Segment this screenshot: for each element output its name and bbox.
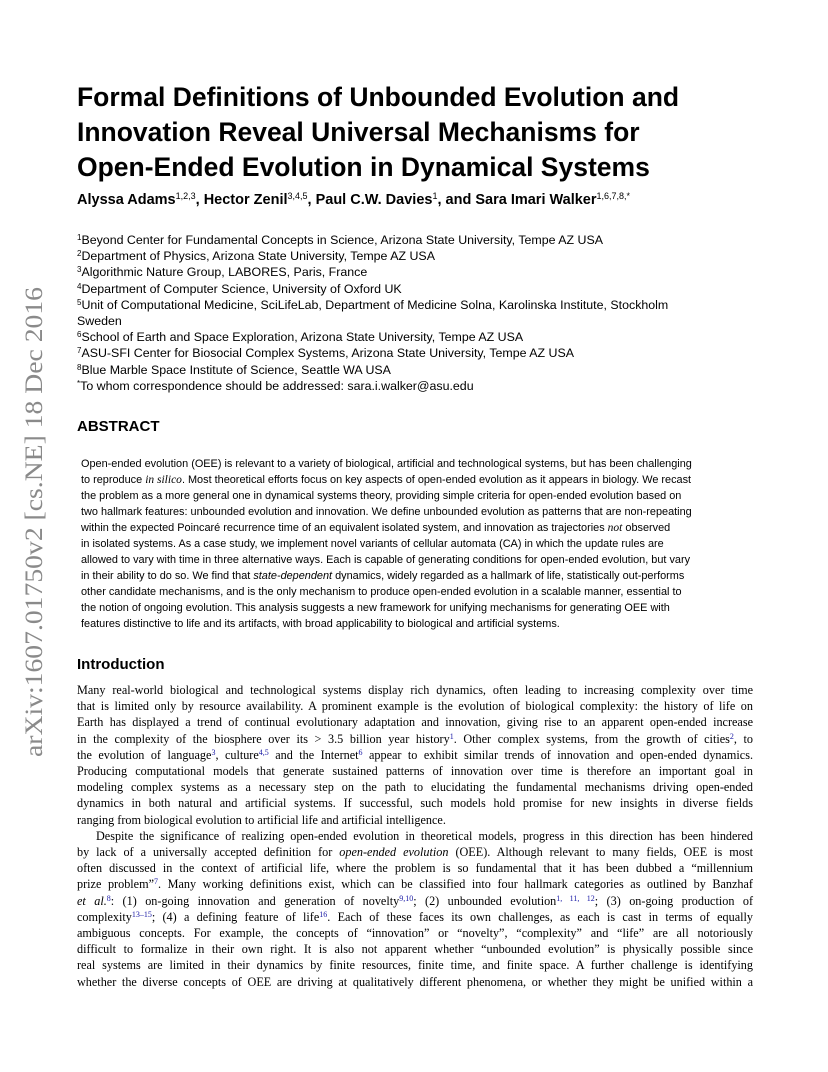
paper-title bbox=[77, 80, 757, 185]
affiliation-mark: 1 bbox=[77, 233, 82, 242]
author-affiliation-marks: 1 bbox=[432, 191, 438, 201]
intro-line: Despite the significance of realizing open-ended evolution in theoretical models, progress in this direction has been hindered bbox=[96, 828, 753, 843]
author-affiliation-marks: 1,2,3 bbox=[175, 191, 196, 201]
citation-ref: 1 bbox=[449, 731, 454, 741]
intro-line: Many real-world biological and technological systems display rich dynamics, often leading to increasing complexity over time bbox=[77, 683, 753, 697]
affiliation-item: $^3$Algorithmic Nature Group, LABORES, Paris, France bbox=[77, 265, 368, 280]
author-affiliation-marks: 1,6,7,8,* bbox=[596, 191, 631, 201]
affiliation-mark: 7 bbox=[77, 346, 82, 356]
title-line: Formal Definitions of Unbounded Evolution and bbox=[77, 82, 680, 112]
abstract-line: in their ability to do so. We find that state-dependent dynamics, widely regarded as a hallmark of life, statistically out-performs bbox=[81, 570, 685, 582]
affiliation-item: $^5$Unit of Computational Medicine, SciLifeLab, Department of Medicine Solna, Karolinska Institute, Stockholm bbox=[77, 297, 669, 312]
affiliation-item: $^6$School of Earth and Space Exploration, Arizona State University, Tempe AZ USA bbox=[77, 330, 524, 345]
abstract-heading: ABSTRACT bbox=[77, 418, 160, 435]
intro-line: that is limited only by resource availability. A prominent example is the evolution of biological complexity: the history of life on bbox=[77, 699, 753, 714]
citation-ref: 3 bbox=[211, 747, 216, 757]
intro-line: real systems are limited in their dynamics by finite resources, finite time, and finite space. A further challenge is identifying bbox=[77, 958, 753, 973]
citation-ref: 8 bbox=[106, 893, 111, 903]
citation-ref: 1, 11, 12 bbox=[556, 893, 595, 903]
arxiv-stamp bbox=[14, 285, 48, 760]
introduction-heading: Introduction bbox=[77, 656, 165, 673]
abstract-line: the notion of ongoing evolution. This analysis suggests a new framework for unifying mechanisms for generating OEE with bbox=[81, 602, 670, 614]
affiliation-mark: 6 bbox=[77, 330, 82, 340]
intro-line: ambiguous concepts. For example, the concepts of “innovation” or “novelty”, “complexity” and “life” are all notoriously bbox=[77, 926, 753, 941]
affiliation-item: $^1$Beyond Center for Fundamental Concepts in Science, Arizona State University, Tempe AZ USA bbox=[77, 233, 604, 247]
abstract-line: within the expected Poincaré recurrence time of an equivalent isolated system, and innovation as trajectories not observed bbox=[81, 522, 671, 534]
intro-line: Earth has displayed a trend of continual evolutionary adaptation and innovation, giving rise to an apparent open-ended increase bbox=[77, 715, 753, 730]
abstract-line: allowed to vary with time in three alternative ways. Each is capable of generating conditions for open-ended evolution, but vary bbox=[81, 554, 691, 566]
affiliation-item: *To whom correspondence should be addressed: sara.i.walker@asu.edu bbox=[77, 378, 474, 393]
citation-ref: 13–15 bbox=[131, 909, 152, 919]
citation-ref: 16 bbox=[319, 909, 328, 919]
citation-ref: 2 bbox=[729, 731, 734, 741]
author-name: Alyssa Adams bbox=[77, 192, 176, 208]
affiliation-mark: * bbox=[77, 378, 81, 388]
arxiv-id: arXiv:1607.01750v2 [cs.NE] 18 Dec 2016 bbox=[21, 335, 48, 757]
introduction-text bbox=[77, 682, 753, 990]
abstract-line: the problem as a more general one in dynamical systems theory, providing simple criteria for open-ended evolution based on bbox=[81, 490, 682, 502]
author-affiliation-marks: 3,4,5 bbox=[287, 191, 308, 201]
intro-line: complexity$^{13-15}$; (4) a defining feature of life$^{16}$. Each of these faces its own challenges, as each is cast in terms of equally bbox=[77, 909, 753, 924]
italic-text: open-ended evolution bbox=[339, 845, 449, 860]
citation-ref: 4,5 bbox=[258, 747, 269, 757]
intro-line: difficult to formalize in their own right. It is also not apparent whether “unbounded evolution” is physically possible since bbox=[77, 942, 753, 957]
abstract-line: in isolated systems. As a case study, we implement novel variants of cellular automata (CA) in which the update rules are bbox=[81, 538, 664, 550]
intro-line: in the complexity of the biosphere over its > 3.5 billion year history$^1$. Other complex systems, from the growth of cities$^2$, to bbox=[77, 731, 753, 746]
intro-line: modeling complex systems as a necessary step on the path to elucidating the fundamental mechanisms driving open-ended bbox=[77, 780, 753, 795]
intro-line: often discussed in the context of artificial life, where the problem is so fundamental that it has been dubbed a “millennium bbox=[77, 861, 753, 876]
intro-line: prize problem”$^7$. Many working definitions exist, which can be classified into four hallmark categories as outlined by Banzhaf bbox=[77, 877, 753, 892]
abstract-text bbox=[81, 456, 750, 632]
italic-text: in silico bbox=[145, 474, 182, 486]
affiliation-item: $^7$ASU-SFI Center for Biosocial Complex Systems, Arizona State University, Tempe AZ USA bbox=[77, 346, 575, 361]
abstract-line: Open-ended evolution (OEE) is relevant to a variety of biological, artificial and technological systems, but has been challenging bbox=[81, 458, 692, 470]
affiliation-mark: 3 bbox=[77, 265, 82, 275]
affiliation-list bbox=[77, 232, 757, 394]
italic-text: et al. bbox=[77, 893, 107, 908]
citation-ref: 7 bbox=[153, 877, 158, 887]
title-line: Innovation Reveal Universal Mechanisms for bbox=[77, 117, 640, 147]
abstract-line: to reproduce in silico. Most theoretical efforts focus on key aspects of open-ended evolution as it appears in biology. We recast bbox=[81, 474, 692, 486]
abstract-line: other candidate mechanisms, and is the only mechanism to produce open-ended evolution in a scalable manner, essential to bbox=[81, 586, 682, 598]
intro-line: whether the diverse concepts of OEE are driving at qualitatively different phenomena, or whether they might be unified within a bbox=[77, 974, 753, 989]
intro-line: et al.$^8$: (1) on-going innovation and generation of novelty$^{9,10}$; (2) unbounded evolution$^{1, 11, 12}$; (3) on-going production of bbox=[77, 893, 754, 908]
intro-line: the evolution of language$^3$, culture$^{4,5}$ and the Internet$^6$ appear to exhibit similar trends of innovation and open-ended dynamics. bbox=[77, 747, 753, 762]
author-name: Hector Zenil bbox=[203, 192, 288, 208]
intro-line: by lack of a universally accepted definition for open-ended evolution (OEE). Although relevant to many fields, OEE is most bbox=[77, 845, 753, 860]
intro-line: dynamics in both natural and artificial systems. If successful, such models hold promise for new insights in diverse fields bbox=[77, 796, 753, 811]
author-name: Sara Imari Walker bbox=[475, 192, 597, 208]
intro-line: ranging from biological evolution to artificial life and artificial intelligence. bbox=[77, 812, 446, 827]
author-list: Alyssa Adams$^{1,2,3}$, Hector Zenil$^{3,4,5}$, Paul C.W. Davies$^1$, and Sara Imari Walker$^{1,6,7,8,*}$ bbox=[77, 191, 631, 208]
citation-ref: 6 bbox=[358, 747, 363, 757]
citation-ref: 9,10 bbox=[399, 893, 414, 903]
affiliation-mark: 5 bbox=[77, 297, 82, 307]
affiliation-mark: 4 bbox=[77, 281, 82, 291]
italic-text: not bbox=[607, 522, 623, 534]
italic-text: state-dependent bbox=[253, 570, 333, 582]
abstract-line: features distinctive to life and its artifacts, with broad applicability to biological and artificial systems. bbox=[81, 618, 560, 630]
affiliation-item: $^4$Department of Computer Science, University of Oxford UK bbox=[77, 281, 402, 296]
affiliation-item: $^8$Blue Marble Space Institute of Science, Seattle WA USA bbox=[77, 362, 391, 377]
author-name: Paul C.W. Davies bbox=[315, 192, 433, 208]
affiliation-mark: 8 bbox=[77, 362, 82, 372]
affiliation-item: Sweden bbox=[77, 314, 122, 329]
affiliation-mark: 2 bbox=[77, 249, 82, 259]
intro-line: Producing computational models that generate sustained patterns of innovation over time is therefore an important goal in bbox=[77, 764, 753, 779]
title-line: Open-Ended Evolution in Dynamical Systems bbox=[77, 152, 650, 182]
abstract-line: two hallmark features: unbounded evolution and innovation. We define unbounded evolution as patterns that are non-repeating bbox=[81, 506, 692, 518]
affiliation-item: $^2$Department of Physics, Arizona State University, Tempe AZ USA bbox=[77, 249, 435, 264]
